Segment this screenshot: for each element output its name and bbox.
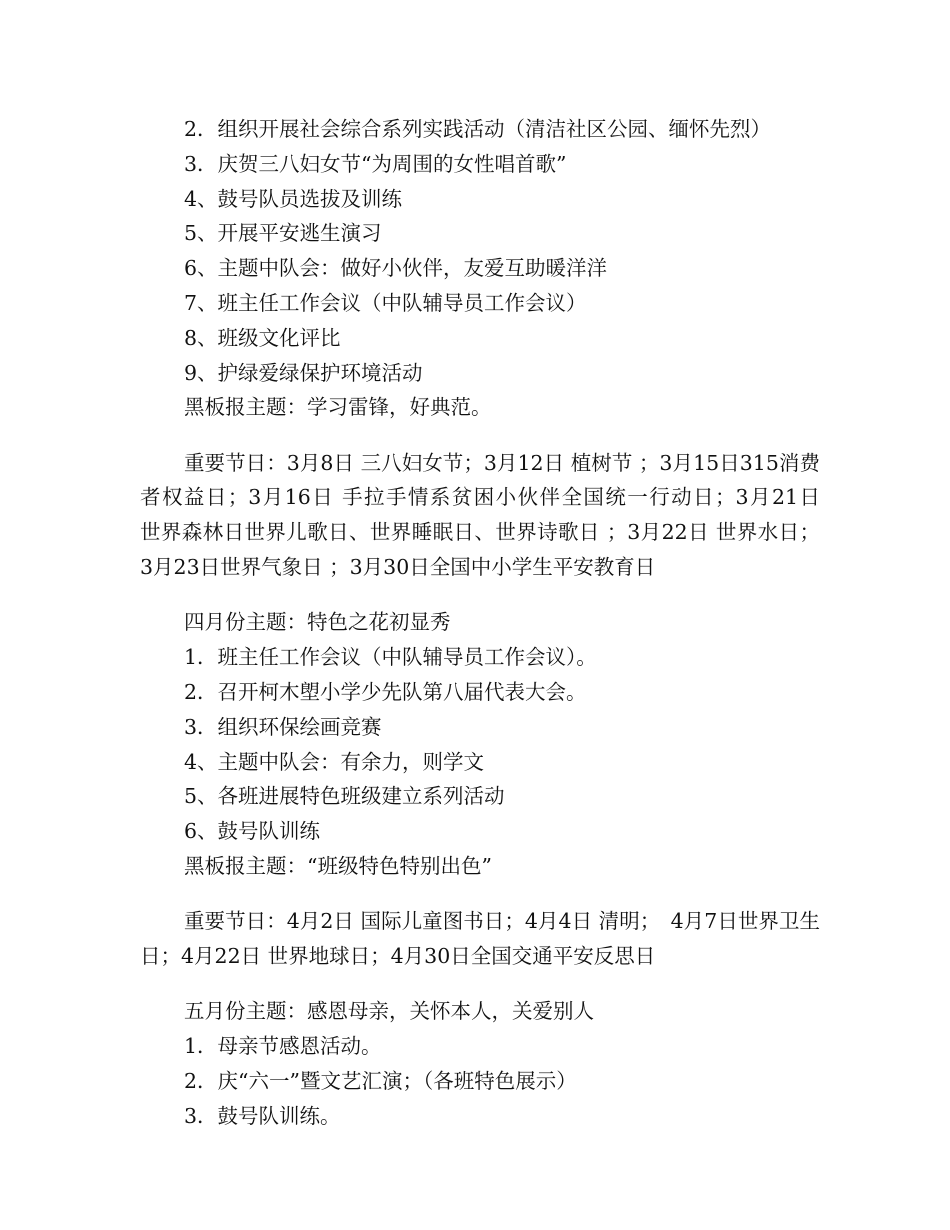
april-item-5: 5、各班进展特色班级建立系列活动 — [184, 784, 505, 809]
march-item-3: 3．庆贺三八妇女节“为周围的女性唱首歌” — [184, 151, 567, 176]
april-theme: 四月份主题：特色之花初显秀 — [184, 610, 451, 635]
march-item-4: 4、鼓号队员选拔及训练 — [184, 186, 403, 211]
document-body — [140, 112, 861, 1134]
may-item-2: 2．庆“六一”暨文艺汇演；（各班特色展示） — [184, 1068, 577, 1093]
may-item-3: 3．鼓号队训练。 — [184, 1103, 341, 1128]
march-item-2: 2．组织开展社会综合系列实践活动（清洁社区公园、缅怀先烈） — [184, 117, 772, 141]
march-item-8: 8、班级文化评比 — [184, 325, 341, 350]
april-item-6: 6、鼓号队训练 — [184, 819, 321, 844]
april-blackboard-theme: 黑板报主题：“班级特色特别出色” — [184, 853, 492, 878]
march-holidays-paragraph: 重要节日：3月8日 三八妇女节；3月12日 植树节 ；3月15日315消费者权益日；3月16日 手拉手情系贫困小伙伴全国统一行动日；3月21日 世界森林日世界儿歌日、世界睡眠日、世界诗歌日 ；3月22日 世界水日；3月23日世界气象日 ；3月30日全国中小学生平安教育日 — [140, 450, 861, 580]
march-item-5: 5、开展平安逃生演习 — [184, 221, 382, 246]
april-item-2: 2．召开柯木塱小学少先队第八届代表大会。 — [184, 679, 587, 704]
march-item-7: 7、班主任工作会议（中队辅导员工作会议） — [184, 290, 587, 315]
march-blackboard-theme: 黑板报主题：学习雷锋，好典范。 — [184, 395, 492, 420]
march-item-9: 9、护绿爱绿保护环境活动 — [184, 360, 423, 385]
april-holidays-paragraph: 重要节日：4月2日 国际儿童图书日；4月4日 清明； 4月7日世界卫生日；4月22日 世界地球日；4月30日全国交通平安反思日 — [140, 909, 820, 969]
may-item-1: 1．母亲节感恩活动。 — [184, 1034, 382, 1059]
april-item-1: 1．班主任工作会议（中队辅导员工作会议）。 — [184, 645, 597, 670]
april-item-3: 3．组织环保绘画竞赛 — [184, 714, 382, 739]
march-item-6: 6、主题中队会：做好小伙伴，友爱互助暖洋洋 — [184, 256, 608, 281]
april-item-4: 4、主题中队会：有余力，则学文 — [184, 749, 485, 774]
may-theme: 五月份主题：感恩母亲，关怀本人，关爱别人 — [184, 999, 594, 1024]
